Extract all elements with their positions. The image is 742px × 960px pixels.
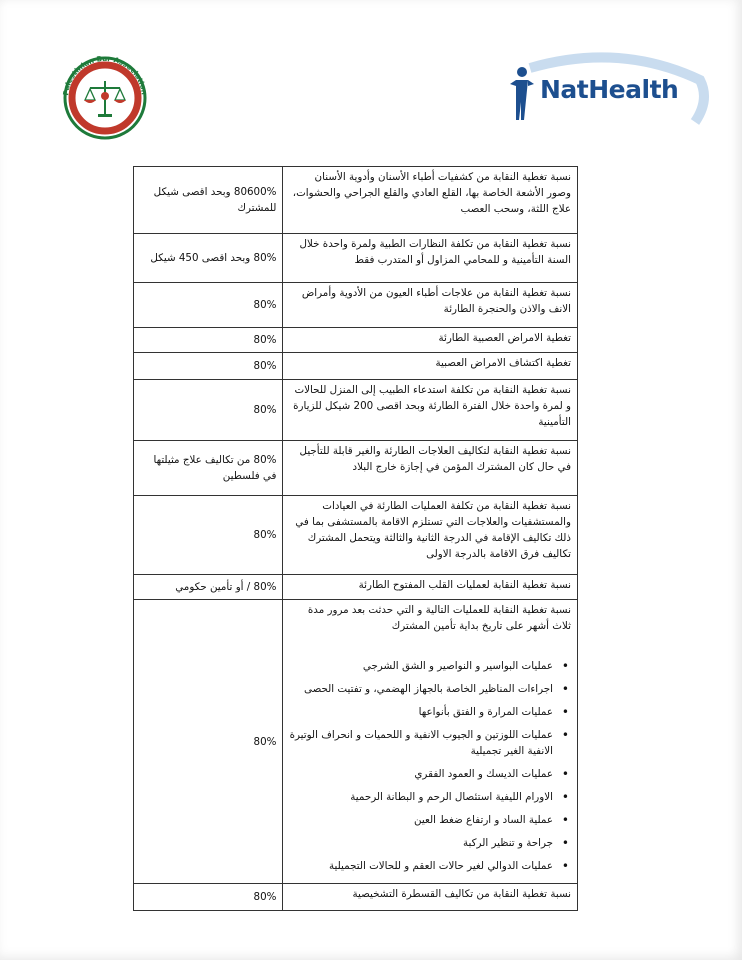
coverage-description-with-list <box>283 600 578 884</box>
list-item: • عمليات الديسك و العمود الفقري <box>289 766 553 782</box>
coverage-description: نسبة تغطية النقابة من تكلفة النظارات الطبية ولمرة واحدة خلال السنة التأمينية و للمحامي المزاول أو المتدرب فقط <box>283 234 578 283</box>
coverage-percentage: 80% <box>134 496 283 575</box>
table-row <box>134 884 578 911</box>
table-row <box>134 600 578 884</box>
coverage-description: نسبة تغطية النقابة من تكاليف القسطرة التشخيصية <box>283 884 578 911</box>
coverage-percentage: 80% <box>134 328 283 353</box>
coverage-description: نسبة تغطية النقابة من تكلفة العمليات الطارئة في العيادات والمستشفيات والعلاجات التي تستلزم الاقامة بالمستشفى بما في ذلك تكاليف الإقامة في الدرجة الثانية والثالثة ويتحمل المشترك تكاليف فرق الاقامة بالدرجة الاولى <box>283 496 578 575</box>
coverage-description: نسبة تغطية النقابة لتكاليف العلاجات الطارئة والغير قابلة للتأجيل في حال كان المشترك المؤمن في إجازة خارج البلاد <box>283 441 578 496</box>
coverage-percentage: 80% / أو تأمين حكومي <box>134 575 283 600</box>
table-row <box>134 496 578 575</box>
list-item: • الاورام الليفية استئصال الرحم و البطانة الرحمية <box>289 789 553 805</box>
pba-logo-text: Palestinian Bar Association <box>61 53 149 96</box>
table-row <box>134 441 578 496</box>
coverage-description: تغطية اكتشاف الامراض العصبية <box>283 353 578 380</box>
coverage-description: نسبة تغطية النقابة من كشفيات أطباء الأسنان وأدوية الأسنان وصور الأشعة الخاصة بها، القلع العادي والقلع الجراحي والحشوات، علاج اللثة، وسحب العصب <box>283 167 578 234</box>
list-item: • عمليات البواسير و النواصير و الشق الشرجي <box>289 658 553 674</box>
table-row <box>134 353 578 380</box>
operations-list <box>289 658 571 874</box>
table-row <box>134 167 578 234</box>
table-row <box>134 380 578 441</box>
coverage-percentage: 80600% وبحد اقصى شيكل للمشترك <box>134 167 283 234</box>
operations-intro: نسبة تغطية النقابة للعمليات التالية و التي حدثت بعد مرور مدة ثلاث أشهر على تاريخ بداية تأمين المشترك <box>307 604 571 632</box>
coverage-percentage: 80% <box>134 283 283 328</box>
coverage-description: نسبة تغطية النقابة لعمليات القلب المفتوح الطارئة <box>283 575 578 600</box>
coverage-percentage: 80% من تكاليف علاج مثيلتها في فلسطين <box>134 441 283 496</box>
coverage-table <box>133 166 578 911</box>
coverage-percentage: 80% <box>134 380 283 441</box>
nathealth-logo: NatHealth <box>540 75 679 104</box>
coverage-description: تغطية الامراض العصبية الطارئة <box>283 328 578 353</box>
table-row <box>134 575 578 600</box>
coverage-percentage: 80% وبحد اقصى 450 شيكل <box>134 234 283 283</box>
list-item: • جراحة و تنظير الركبة <box>289 835 553 851</box>
list-item: • اجراءات المناظير الخاصة بالجهاز الهضمي، و تفتيت الحصى <box>289 681 553 697</box>
list-item: • عمليات المرارة و الفتق بأنواعها <box>289 704 553 720</box>
table-row <box>134 283 578 328</box>
table-row <box>134 328 578 353</box>
coverage-description: نسبة تغطية النقابة من تكلفة استدعاء الطبيب إلى المنزل للحالات و لمرة واحدة خلال الفترة الطارئة وبحد اقصى 200 شيكل للزيارة التأمينية <box>283 380 578 441</box>
palestinian-bar-association-logo <box>54 48 156 140</box>
table-row <box>134 234 578 283</box>
list-item: • عملية الساد و ارتفاع ضغط العين <box>289 812 553 828</box>
coverage-percentage: 80% <box>134 353 283 380</box>
list-item: • عمليات الدوالي لغير حالات العقم و للحالات التجميلية <box>289 858 553 874</box>
coverage-percentage: 80% <box>134 884 283 911</box>
coverage-percentage: 80% <box>134 600 283 884</box>
list-item: • عمليات اللوزتين و الجيوب الانفية و اللحميات و انحراف الوتيرة الانفية الغير تجميلية <box>289 727 553 759</box>
coverage-description: نسبة تغطية النقابة من علاجات أطباء العيون من الأدوية وأمراض الانف والاذن والحنجرة الطارئة <box>283 283 578 328</box>
